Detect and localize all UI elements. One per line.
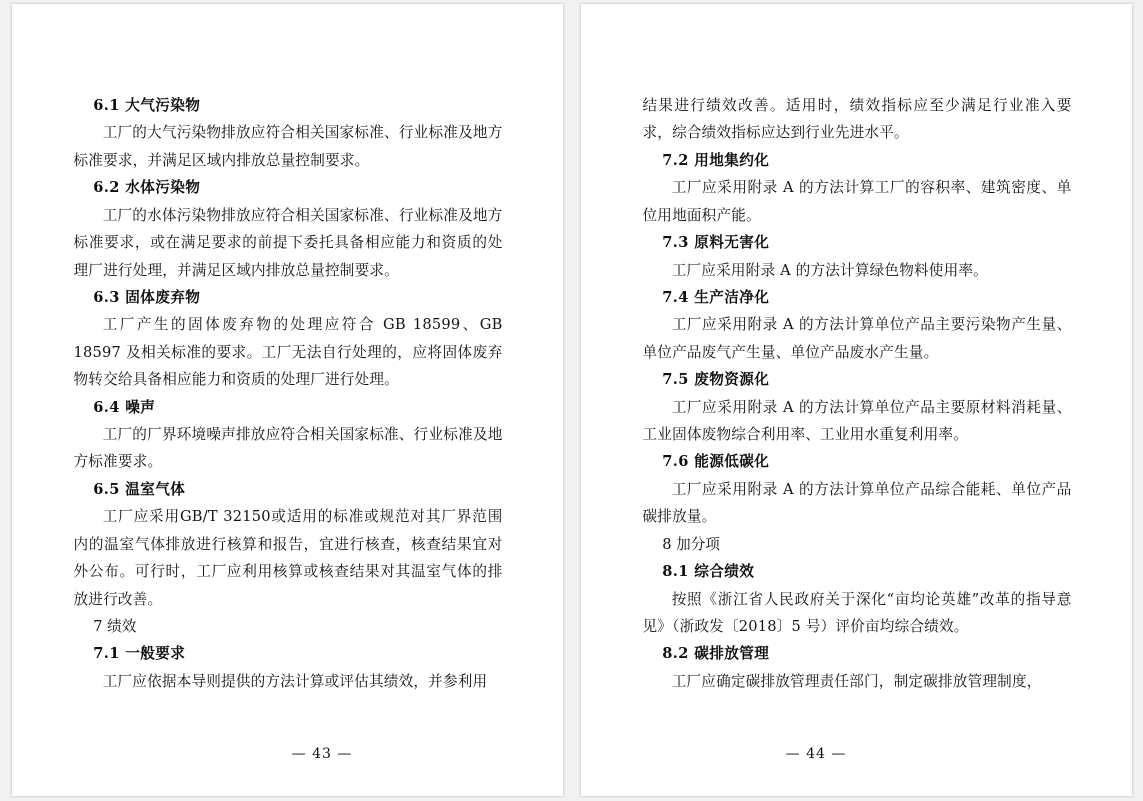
section-heading: 7.5 废物资源化 <box>662 371 770 389</box>
document-page-left <box>12 4 563 796</box>
paragraph: 工厂应确定碳排放管理责任部门，制定碳排放管理制度， <box>671 672 1042 690</box>
paragraph: 按照《浙江省人民政府关于深化“亩均论英雄”改革的指导意见》（浙政发〔2018〕5 号）评价亩均综合绩效。 <box>642 590 1072 636</box>
paragraph: 工厂应采用附录 A 的方法计算单位产品综合能耗、单位产品碳排放量。 <box>642 480 1072 526</box>
paragraph: 工厂的大气污染物排放应符合相关国家标准、行业标准及地方标准要求，并满足区域内排放总量控制要求。 <box>73 124 503 169</box>
page-number: — 43 — <box>291 746 353 762</box>
section-heading: 6.1 大气污染物 <box>93 97 201 114</box>
paragraph: 工厂的厂界环境噪声排放应符合相关国家标准、行业标准及地方标准要求。 <box>73 426 503 471</box>
section-heading: 6.5 温室气体 <box>93 480 186 498</box>
paragraph: 工厂应采用附录 A 的方法计算单位产品主要污染物产生量、单位产品废气产生量、单位产品废水产生量。 <box>642 316 1072 361</box>
chapter-heading: 7 绩效 <box>93 618 137 636</box>
section-heading: 6.3 固体废弃物 <box>93 288 201 306</box>
section-heading: 8.2 碳排放管理 <box>662 645 770 663</box>
paragraph: 工厂应采用附录 A 的方法计算工厂的容积率、建筑密度、单位用地面积产能。 <box>642 179 1072 224</box>
paragraph: 工厂应采用GB/T 32150或适用的标准或规范对其厂界范围内的温室气体排放进行核算和报告，宜进行核查，核查结果宜对外公布。可行时，工厂应利用核算或核查结果对其温室气体的排放进行改善。 <box>73 508 503 608</box>
section-heading: 7.6 能源低碳化 <box>662 453 770 471</box>
section-heading: 7.3 原料无害化 <box>662 234 770 252</box>
section-heading: 6.4 噪声 <box>93 398 156 416</box>
paragraph: 工厂的水体污染物排放应符合相关国家标准、行业标准及地方标准要求，或在满足要求的前提下委托具备相应能力和资质的处理厂进行处理，并满足区域内排放总量控制要求。 <box>73 206 503 279</box>
paragraph: 工厂应依据本导则提供的方法计算或评估其绩效，并参利用 <box>102 672 488 690</box>
section-heading: 7.4 生产洁净化 <box>662 288 770 306</box>
page-right-body <box>581 92 1132 695</box>
page-left-body <box>12 92 563 695</box>
paragraph-continued: 结果进行绩效改善。适用时，绩效指标应至少满足行业准入要求，综合绩效指标应达到行业先进水平。 <box>642 97 1072 142</box>
paragraph: 工厂产生的固体废弃物的处理应符合 GB 18599、GB 18597 及相关标准的要求。工厂无法自行处理的，应将固体废弃物转交给具备相应能力和资质的处理厂进行处理。 <box>73 316 503 389</box>
section-heading: 7.1 一般要求 <box>93 645 186 663</box>
paragraph: 工厂应采用附录 A 的方法计算单位产品主要原材料消耗量、工业固体废物综合利用率、工业用水重复利用率。 <box>642 398 1072 444</box>
section-heading: 6.2 水体污染物 <box>93 179 201 197</box>
paragraph: 工厂应采用附录 A 的方法计算绿色物料使用率。 <box>671 261 988 279</box>
document-page-right <box>581 4 1132 796</box>
section-heading: 8.1 综合绩效 <box>662 563 755 581</box>
chapter-heading: 8 加分项 <box>662 535 720 553</box>
section-heading: 7.2 用地集约化 <box>662 151 770 169</box>
page-number: — 44 — <box>785 746 847 762</box>
